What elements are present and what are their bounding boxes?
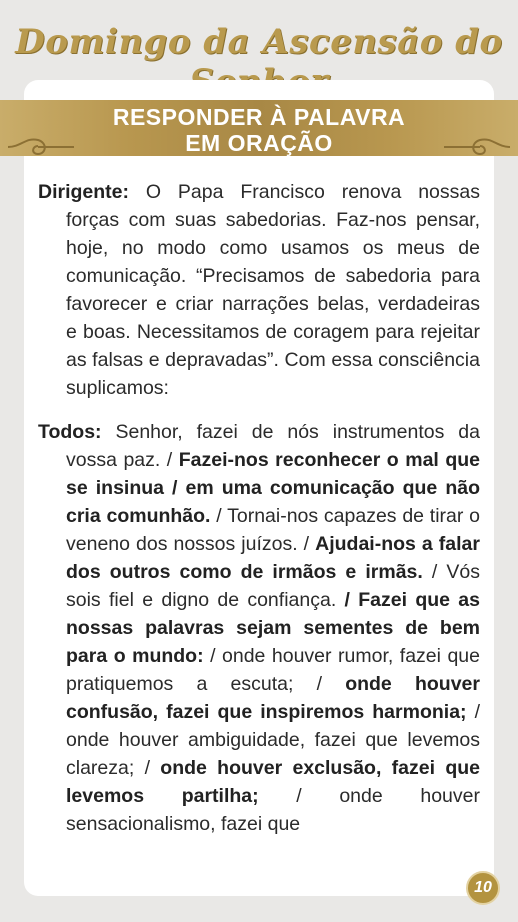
- speaker-label: Dirigente:: [38, 181, 130, 203]
- bold-segment: Fazei-nos reconhecer o mal que se insinua / em uma comunicação que não cria comunhão.: [66, 449, 481, 527]
- bold-segment: onde houver confusão, fazei que inspiremos harmonia;: [66, 673, 480, 723]
- bold-segment: / Fazei que as nossas palavras sejam sementes de bem para o mundo:: [66, 589, 480, 667]
- flourish-right-icon: [442, 132, 512, 162]
- banner-line-2: EM ORAÇÃO: [185, 130, 333, 156]
- bold-segment: Ajudai-nos a falar dos outros como de irmãos e irmãs.: [66, 533, 480, 583]
- text-segment: / onde houver sensacionalismo, fazei que: [66, 785, 480, 835]
- text-segment: Senhor, fazei de nós instrumentos da vossa paz. /: [66, 421, 480, 471]
- todos-paragraph: [38, 418, 480, 838]
- flourish-left-icon: [6, 132, 76, 162]
- page-title: Domingo da Ascensão do: [15, 22, 503, 62]
- text-segment: / Vós sois fiel e digno de confiança.: [66, 561, 481, 611]
- bold-segment: onde houver exclusão, fazei que levemos partilha;: [66, 757, 480, 807]
- paragraph-text: O Papa Francisco renova nossas forças com suas sabedorias. Faz-nos pensar, hoje, no modo como usamos os meus de comunicação. “Precisamos de sabedoria para favorecer e criar narrações belas, verdadeiras e boas. Necessitamos de coragem para rejeitar as falsas e depravadas”. Com essa consciência suplicamos:: [66, 181, 480, 399]
- dirigente-paragraph: [38, 178, 480, 402]
- text-segment: / onde houver ambiguidade, fazei que levemos clareza; /: [66, 701, 480, 779]
- text-segment: / onde houver rumor, fazei que pratiquemos a escuta; /: [66, 645, 481, 695]
- page-number-badge: 10: [466, 871, 500, 905]
- prayer-text: [38, 178, 480, 854]
- speaker-label: Todos:: [38, 421, 102, 443]
- section-banner: [0, 100, 518, 156]
- text-segment: / Tornai-nos capazes de tirar o veneno dos nossos juízos. /: [66, 505, 480, 555]
- banner-line-1: RESPONDER À PALAVRA: [112, 104, 406, 130]
